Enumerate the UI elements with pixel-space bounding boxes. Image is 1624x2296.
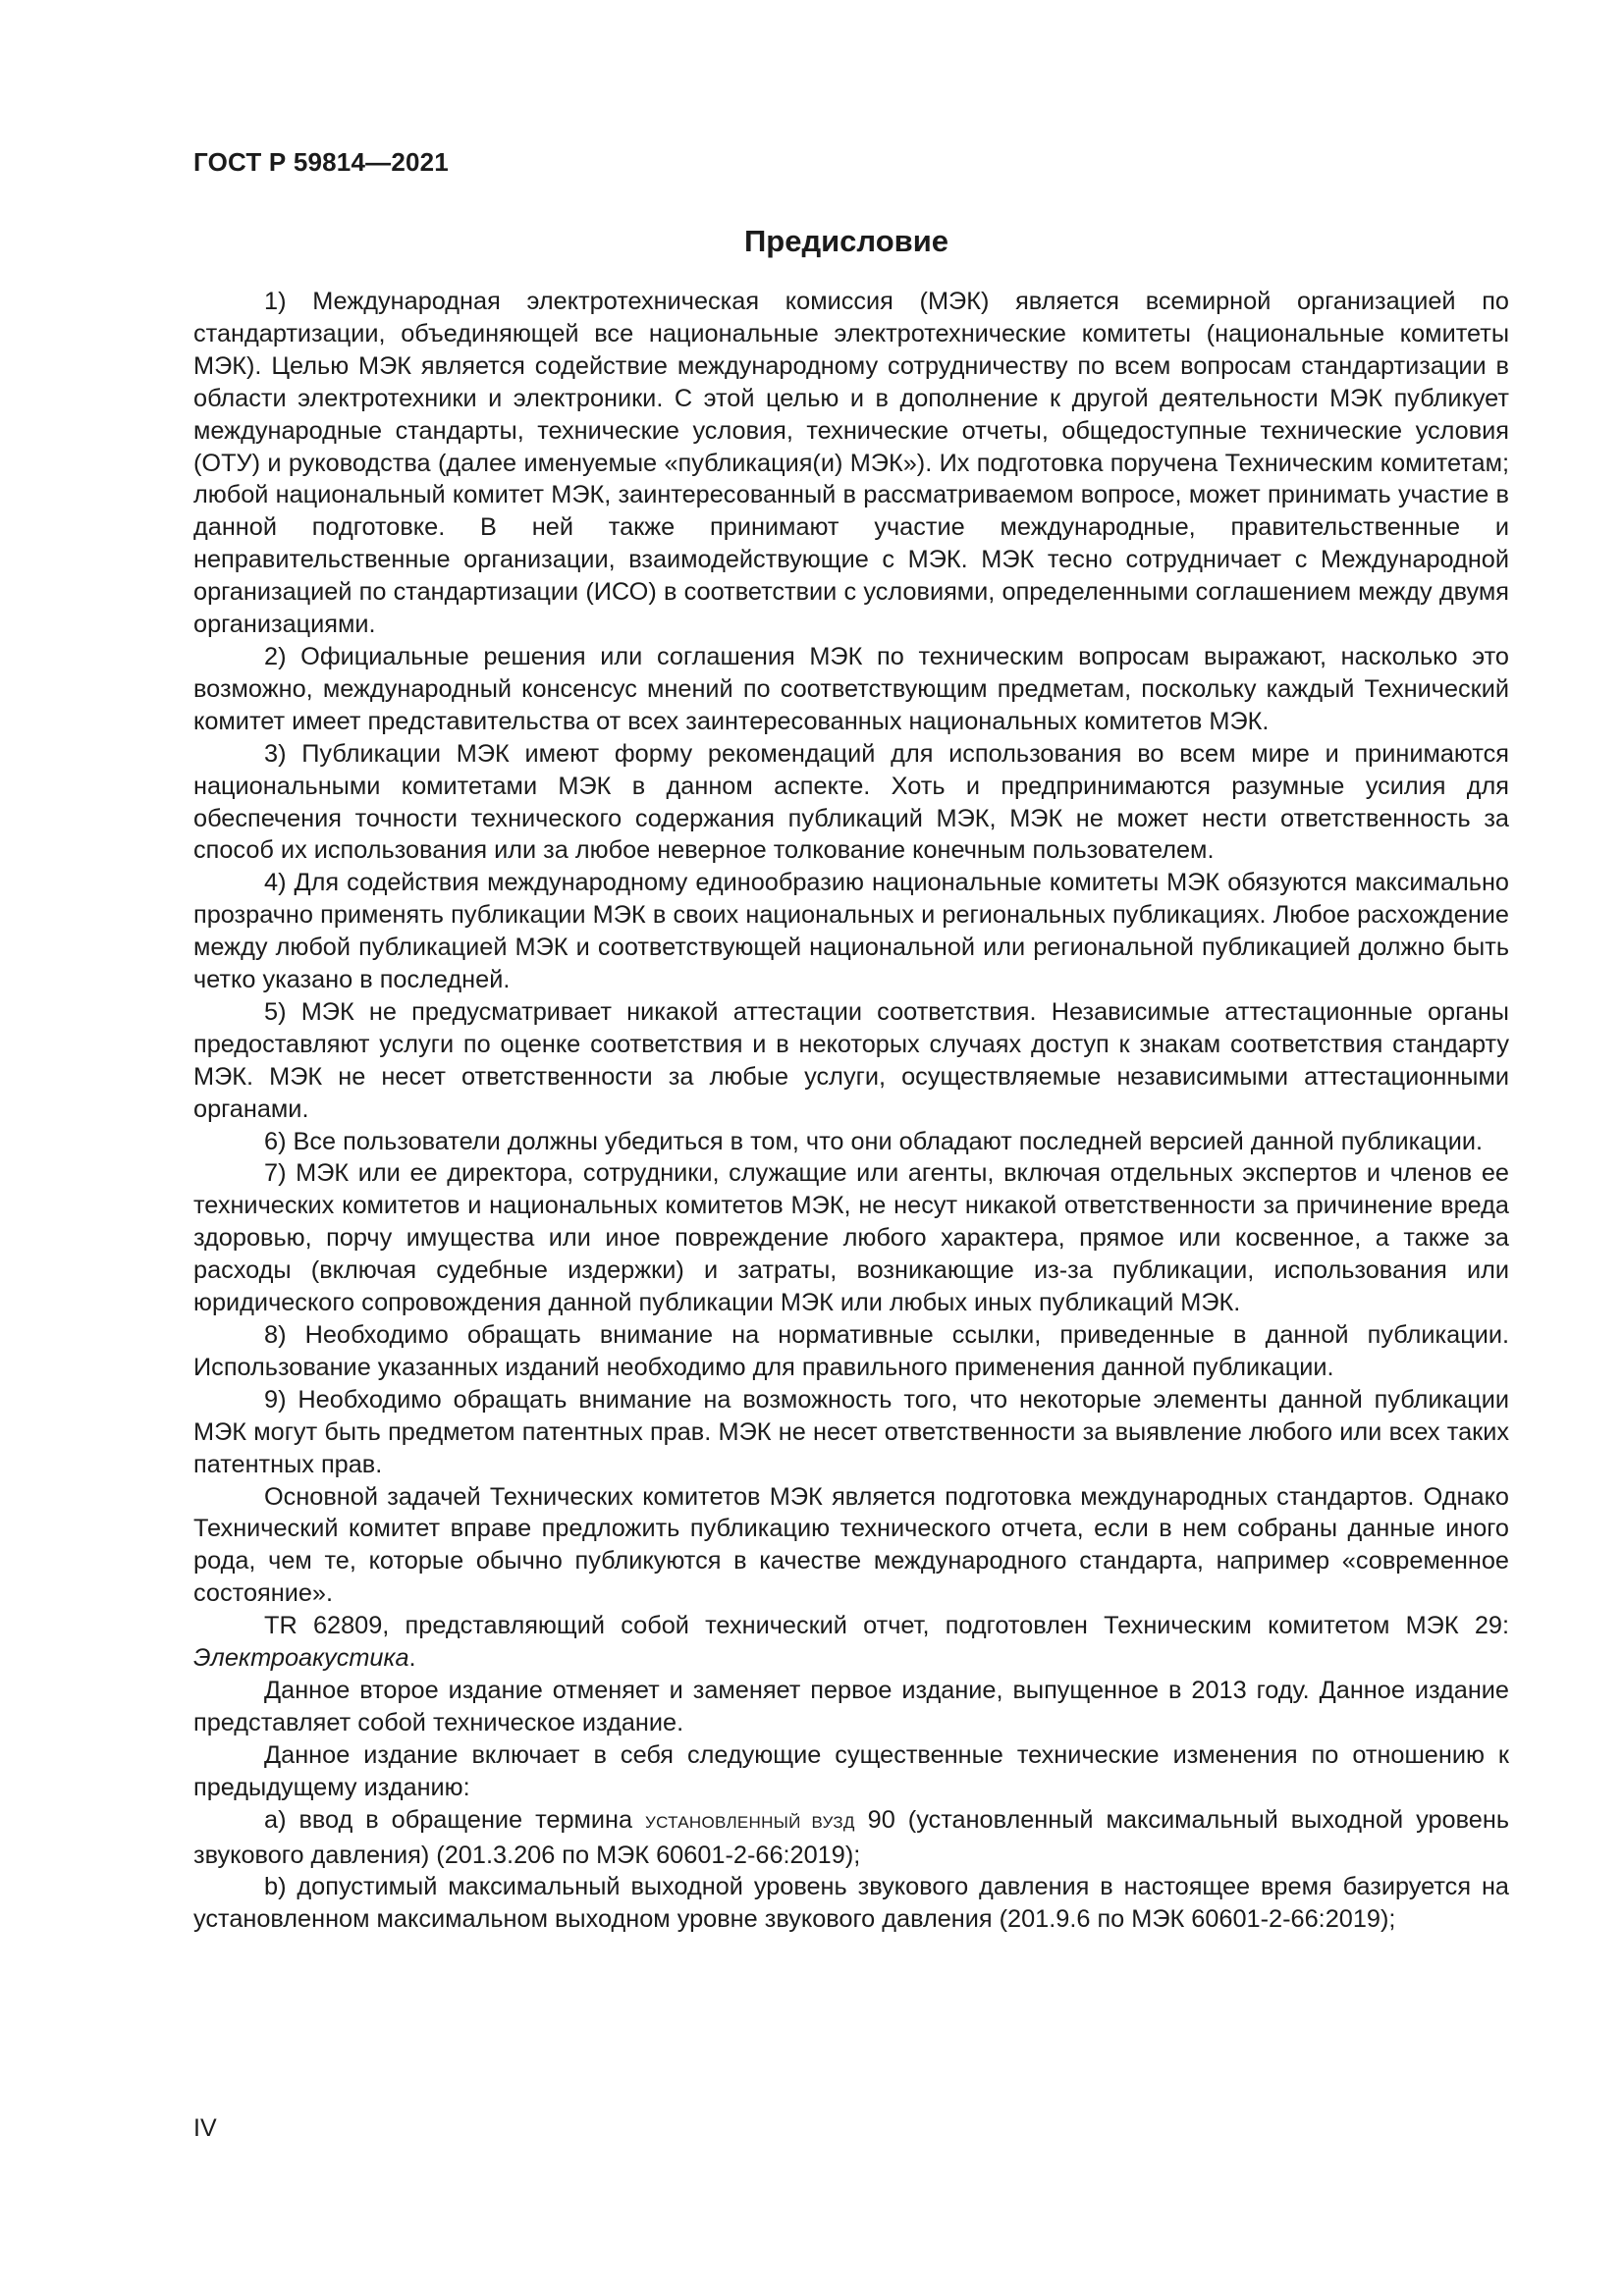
- paragraph-14: [193, 1804, 1509, 1872]
- paragraph-7: 7) МЭК или ее директора, сотрудники, служащие или агенты, включая отдельных экспертов и членов ее технических комитетов и национальных комитетов МЭК, не несут никакой ответственности за причинение вреда здоровью, порчу имущества или иное повреждение любого характера, прямое или косвенное, а также за расходы (включая судебные издержки) и затраты, возникающие из-за публикации, использования или юридического сопровождения данной публикации МЭК или любых иных публикаций МЭК.: [193, 1159, 1509, 1317]
- paragraph-4: 4) Для содействия международному единообразию национальные комитеты МЭК обязуются максимально прозрачно применять публикации МЭК в своих национальных и региональных публикациях. Любое расхождение между любой публикацией МЭК и соответствующей национальной или региональной публикацией должно быть четко указано в последней.: [193, 869, 1509, 994]
- paragraph-6: 6) Все пользователи должны убедиться в том, что они обладают последней версией данной публикации.: [264, 1127, 1484, 1155]
- page-title: Предисловие: [743, 224, 948, 258]
- paragraph-13: Данное издание включает в себя следующие существенные технические изменения по отношению к предыдущему изданию:: [193, 1740, 1509, 1801]
- paragraph-12: Данное второе издание отменяет и заменяет первое издание, выпущенное в 2013 году. Данное издание представляет собой техническое издание.: [193, 1676, 1509, 1736]
- paragraph-3: 3) Публикации МЭК имеют форму рекомендаций для использования во всем мире и принимаются национальными комитетами МЭК в данном аспекте. Хоть и предпринимаются разумные усилия для обеспечения точности технического содержания публикаций МЭК, МЭК не может нести ответственность за способ их использования или за любое неверное толкование конечным пользователем.: [193, 739, 1509, 865]
- paragraph-10: Основной задачей Технических комитетов МЭК является подготовка международных стандартов. Однако Технический комитет вправе предложить публикацию технического отчета, если в нем собраны данные иного рода, чем те, которые обычно публикуются в качестве международного стандарта, например «современное состояние».: [193, 1482, 1509, 1608]
- page-number: IV: [193, 2114, 217, 2142]
- committee-name: Электроакустика: [193, 1644, 409, 1673]
- paragraph-1: 1) Международная электротехническая комиссия (МЭК) является всемирной организацией по стандартизации, объединяющей все национальные электротехнические комитеты (национальные комитеты МЭК). Целью МЭК является содействие международному сотрудничеству по всем вопросам стандартизации в области электротехники и электроники. С этой целью и в дополнение к другой деятельности МЭК публикует международные стандарты, технические условия, технические отчеты, общедоступные технические условия (ОТУ) и руководства (далее именуемые «публикация(и) МЭК»). Их подготовка поручена Техническим комитетам; любой национальный комитет МЭК, заинтересованный в рассматриваемом вопросе, может принимать участие в данной подготовке. В ней также принимают участие международные, правительственные и неправительственные организации, взаимодействующие с МЭК. МЭК тесно сотрудничает с Международной организацией по стандартизации (ИСО) в соответствии с условиями, определенными соглашением между двумя организациями.: [193, 288, 1509, 639]
- paragraph-11: [193, 1610, 1509, 1675]
- paragraph-14-text: a) ввод в обращение термина: [264, 1805, 646, 1834]
- paragraph-8: 8) Необходимо обращать внимание на нормативные ссылки, приведенные в данной публикации. Использование указанных изданий необходимо для правильного применения данной публикации.: [193, 1321, 1509, 1381]
- paragraph-9: 9) Необходимо обращать внимание на возможность того, что некоторые элементы данной публикации МЭК могут быть предметом патентных прав. МЭК не несет ответственности за выявление любого или всех таких патентных прав.: [193, 1385, 1509, 1478]
- paragraph-11-text: TR 62809, представляющий собой технический отчет, подготовлен Техническим комитетом МЭК 29:: [264, 1612, 1509, 1640]
- paragraph-2: 2) Официальные решения или соглашения МЭК по техническим вопросам выражают, насколько это возможно, международный консенсус мнений по соответствующим предметам, поскольку каждый Технический комитет имеет представительства от всех заинтересованных национальных комитетов МЭК.: [193, 642, 1509, 735]
- paragraph-11-end: .: [408, 1644, 416, 1673]
- paragraph-14-end: 90 (установленный максимальный выходной уровень звукового давления) (201.3.206 по МЭК 60601-2-66:2019);: [193, 1805, 1509, 1869]
- document-code: ГОСТ Р 59814—2021: [193, 147, 449, 177]
- term-name: УСТАНОВЛЕННЫЙ ВУЗД: [645, 1812, 855, 1832]
- foreword-body: [193, 286, 1509, 1936]
- paragraph-15: b) допустимый максимальный выходной уровень звукового давления в настоящее время базируется на установленном максимальном выходном уровне звукового давления (201.9.6 по МЭК 60601-2-66:2019);: [193, 1873, 1509, 1934]
- paragraph-5: 5) МЭК не предусматривает никакой аттестации соответствия. Независимые аттестационные органы предоставляют услуги по оценке соответствия и в некоторых случаях доступ к знакам соответствия стандарту МЭК. МЭК не несет ответственности за любые услуги, осуществляемые независимыми аттестационными органами.: [193, 997, 1509, 1123]
